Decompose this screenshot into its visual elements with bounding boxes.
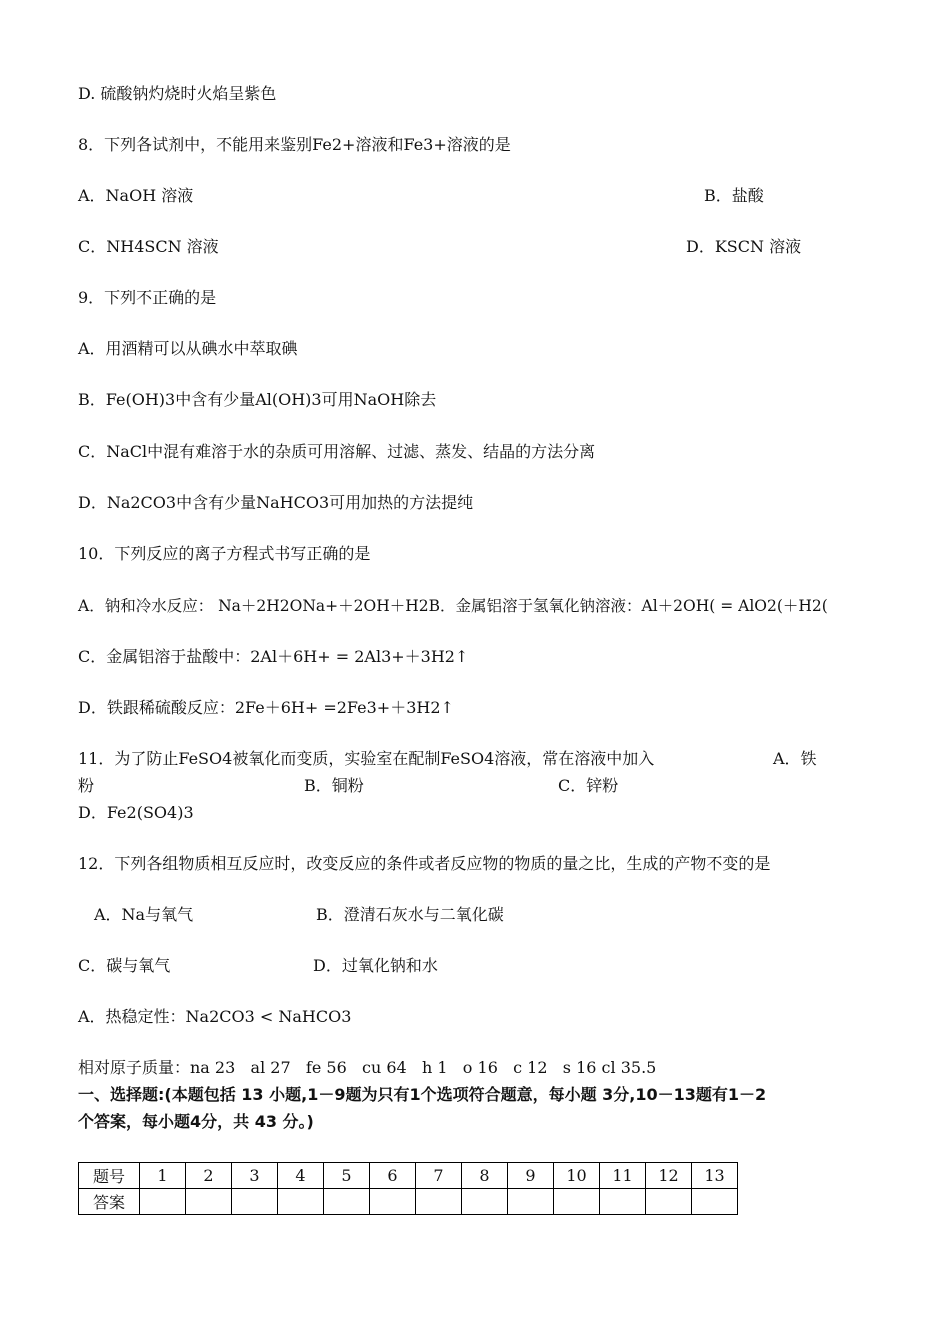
answer-cell[interactable]	[416, 1189, 462, 1215]
question-number-cell: 6	[370, 1163, 416, 1189]
answer-cell[interactable]	[232, 1189, 278, 1215]
answer-header: 答案	[79, 1189, 140, 1215]
q12-stem: 12．下列各组物质相互反应时，改变反应的条件或者反应物的物质的量之比，生成的产物不变的是	[78, 854, 771, 873]
question-number-cell: 12	[646, 1163, 692, 1189]
answer-cell[interactable]	[462, 1189, 508, 1215]
answer-cell[interactable]	[508, 1189, 554, 1215]
answer-cell[interactable]	[370, 1189, 416, 1215]
answer-cell[interactable]	[692, 1189, 738, 1215]
question-number-cell: 7	[416, 1163, 462, 1189]
question-number-cell: 3	[232, 1163, 278, 1189]
q8-option-b: B．盐酸	[704, 186, 764, 205]
q8-stem: 8．下列各试剂中，不能用来鉴别Fe2+溶液和Fe3+溶液的是	[78, 135, 511, 154]
answer-table-number-row	[79, 1163, 738, 1189]
answer-table-answer-row	[79, 1189, 738, 1215]
q9-option-c: C．NaCl中混有难溶于水的杂质可用溶解、过滤、蒸发、结晶的方法分离	[78, 442, 596, 461]
extra-option: A．热稳定性：Na2CO3 < NaHCO3	[78, 1007, 352, 1026]
atomic-masses: 相对原子质量：na 23 al 27 fe 56 cu 64 h 1 o 16 c 12 s 16 cl 35.5	[78, 1058, 657, 1077]
q9-option-b: B．Fe(OH)3中含有少量Al(OH)3可用NaOH除去	[78, 390, 437, 409]
q10-option-c: C．金属铝溶于盐酸中：2Al＋6H+ = 2Al3+＋3H2↑	[78, 647, 469, 666]
q12-option-b: B．澄清石灰水与二氧化碳	[316, 905, 504, 924]
q10-option-ab: A．钠和冷水反应： Na＋2H2ONa+＋2OH＋H2B．金属铝溶于氢氧化钠溶液：Al＋2OH( = AlO2(＋H2(	[78, 597, 828, 615]
question-number-cell: 5	[324, 1163, 370, 1189]
answer-cell[interactable]	[600, 1189, 646, 1215]
question-number-cell: 1	[140, 1163, 186, 1189]
answer-cell[interactable]	[186, 1189, 232, 1215]
q8-option-c: C．NH4SCN 溶液	[78, 237, 219, 256]
q10-option-d: D．铁跟稀硫酸反应：2Fe＋6H+ =2Fe3+＋3H2↑	[78, 698, 454, 717]
q11-option-c: C．锌粉	[558, 776, 619, 795]
answer-cell[interactable]	[278, 1189, 324, 1215]
q11-stem: 11．为了防止FeSO4被氧化而变质，实验室在配制FeSO4溶液，常在溶液中加入	[78, 749, 655, 768]
question-number-cell: 11	[600, 1163, 646, 1189]
q11-option-b: B．铜粉	[304, 776, 364, 795]
question-number-cell: 10	[554, 1163, 600, 1189]
q9-option-a: A．用酒精可以从碘水中萃取碘	[78, 339, 298, 358]
q11-option-a-part1: A．铁	[773, 749, 817, 768]
q8-option-a: A．NaOH 溶液	[78, 186, 194, 205]
q12-option-a: A．Na与氧气	[94, 905, 194, 924]
question-number-header: 题号	[79, 1163, 140, 1189]
q9-stem: 9．下列不正确的是	[78, 288, 217, 307]
question-number-cell: 9	[508, 1163, 554, 1189]
q11-option-a-part2: 粉	[78, 776, 95, 795]
question-number-cell: 2	[186, 1163, 232, 1189]
answer-cell[interactable]	[140, 1189, 186, 1215]
answer-cell[interactable]	[554, 1189, 600, 1215]
section-title-line1: 一、选择题:(本题包括 13 小题,1－9题为只有1个选项符合题意，每小题 3分,10－13题有1－2	[78, 1085, 767, 1104]
section-title-line2: 个答案，每小题4分，共 43 分。)	[78, 1112, 314, 1131]
answer-table	[78, 1162, 738, 1215]
question-number-cell: 4	[278, 1163, 324, 1189]
answer-cell[interactable]	[646, 1189, 692, 1215]
q11-option-d: D．Fe2(SO4)3	[78, 803, 194, 822]
q7-option-d: D. 硫酸钠灼烧时火焰呈紫色	[78, 84, 277, 103]
q12-option-d: D．过氧化钠和水	[313, 956, 438, 975]
q9-option-d: D．Na2CO3中含有少量NaHCO3可用加热的方法提纯	[78, 493, 474, 512]
question-number-cell: 8	[462, 1163, 508, 1189]
q8-option-d: D．KSCN 溶液	[686, 237, 802, 256]
q12-option-c: C．碳与氧气	[78, 956, 171, 975]
q10-stem: 10．下列反应的离子方程式书写正确的是	[78, 544, 371, 563]
question-number-cell: 13	[692, 1163, 738, 1189]
answer-cell[interactable]	[324, 1189, 370, 1215]
